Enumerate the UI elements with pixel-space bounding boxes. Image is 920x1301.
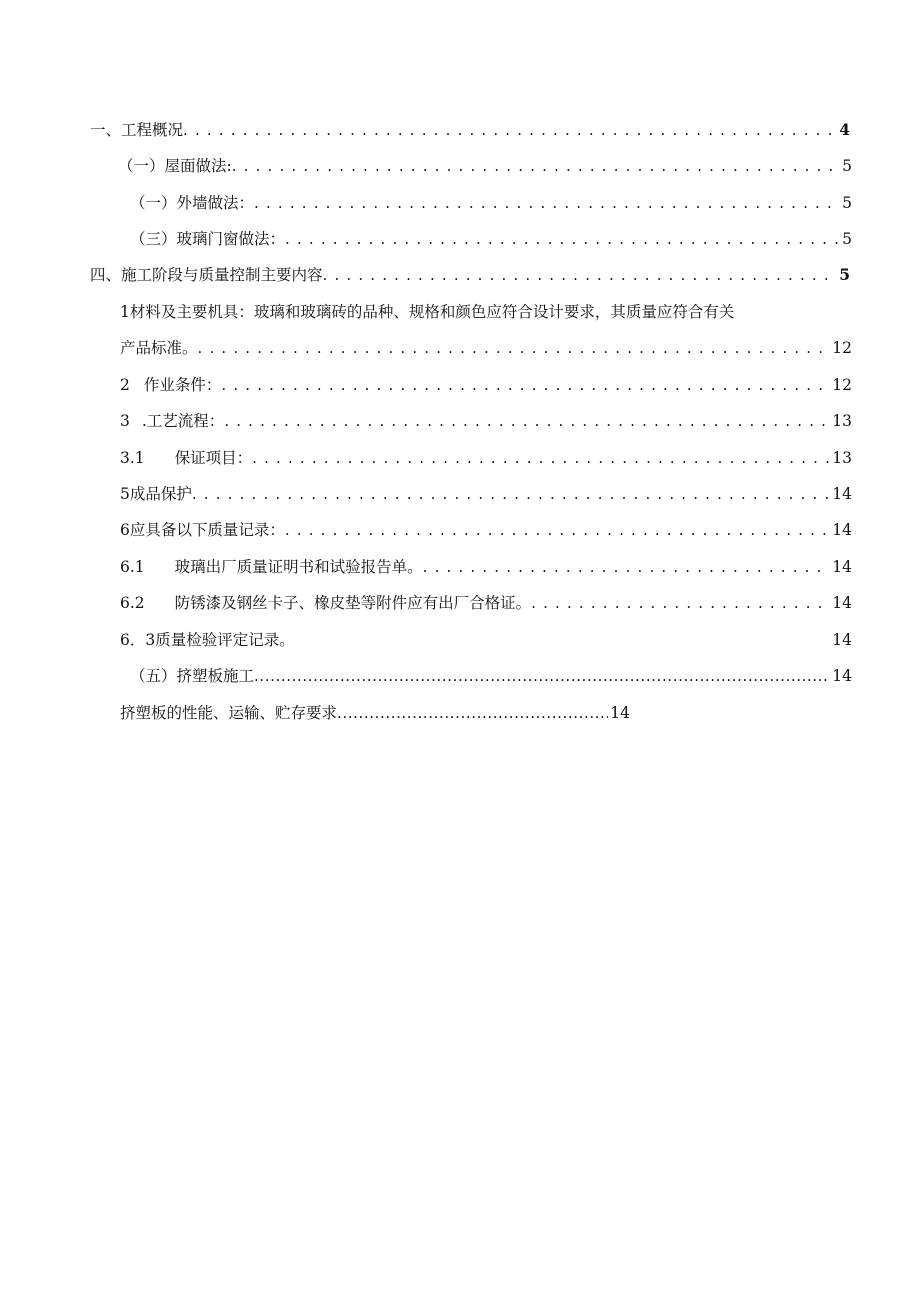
toc-entry-title: （一）屋面做法: xyxy=(118,157,232,175)
toc-entry-title: 产品标准。 xyxy=(120,339,198,357)
toc-entry-number: 6.1 xyxy=(120,558,145,576)
toc-leader xyxy=(232,154,840,178)
toc-page-number: 14 xyxy=(832,594,852,612)
toc-leader xyxy=(531,591,830,615)
toc-entry[interactable] xyxy=(120,591,852,615)
toc-entry[interactable] xyxy=(120,701,630,725)
toc-entry-title: （三）玻璃门窗做法： xyxy=(130,230,286,248)
toc-page-number: 4 xyxy=(839,120,850,139)
toc-leader xyxy=(423,555,831,579)
toc-leader xyxy=(252,446,830,470)
toc-page-number: 5 xyxy=(842,194,852,212)
toc-page-number: 14 xyxy=(832,521,852,539)
toc-entry[interactable] xyxy=(130,227,852,251)
toc-leader xyxy=(192,482,830,506)
toc-page-number: 13 xyxy=(832,412,852,430)
toc-leader xyxy=(224,409,830,433)
toc-entry-title: 作业条件： xyxy=(143,376,222,394)
toc-entry-title: 挤塑板的性能、运输、贮存要求 xyxy=(120,704,338,722)
toc-entry-number: 6.2 xyxy=(120,594,145,612)
toc-page-number: 5 xyxy=(842,157,852,175)
toc-page-number: 12 xyxy=(832,339,852,357)
toc-leader xyxy=(254,664,830,688)
toc-entry[interactable] xyxy=(90,118,850,142)
toc-leader xyxy=(285,227,840,251)
toc-entry[interactable] xyxy=(120,336,852,360)
toc-entry-number: 2 xyxy=(120,376,130,394)
toc-page-number: 5 xyxy=(839,265,850,284)
toc-entry-title: 6．3质量检验评定记录。 xyxy=(120,631,295,649)
toc-entry[interactable] xyxy=(120,446,852,470)
toc-entry-title: .工艺流程： xyxy=(141,412,225,430)
toc-entry[interactable] xyxy=(120,628,852,652)
toc-entry[interactable] xyxy=(120,518,852,542)
toc-entry-title: 5成品保护 xyxy=(120,485,192,503)
toc-entry[interactable] xyxy=(130,191,852,215)
toc-entry-title: 一、工程概况 xyxy=(90,121,184,139)
toc-entry-number: 3.1 xyxy=(120,449,145,467)
toc-entry[interactable] xyxy=(120,482,852,506)
toc-page-number: 14 xyxy=(610,704,630,722)
toc-entry-multiline-title[interactable]: 1材料及主要机具：玻璃和玻璃砖的品种、规格和颜色应符合设计要求，其质量应符合有关 xyxy=(120,303,735,321)
toc-entry[interactable] xyxy=(130,664,852,688)
toc-page-number: 14 xyxy=(832,485,852,503)
toc-leader xyxy=(254,191,840,215)
toc-leader xyxy=(183,118,837,142)
toc-entry[interactable] xyxy=(120,373,852,397)
toc-entry[interactable] xyxy=(90,263,850,287)
toc-page-number: 14 xyxy=(832,667,852,685)
toc-entry-title: （一）外墙做法： xyxy=(130,194,255,212)
toc-entry-title: 四、施工阶段与质量控制主要内容 xyxy=(90,266,323,284)
toc-entry-title: 6应具备以下质量记录： xyxy=(120,521,285,539)
toc-leader xyxy=(221,373,830,397)
toc-entry-title: 防锈漆及钢丝卡子、橡皮垫等附件应有出厂合格证。 xyxy=(174,594,532,612)
toc-leader xyxy=(323,263,838,287)
toc-page-number: 5 xyxy=(842,230,852,248)
toc-leader xyxy=(337,701,608,725)
toc-page-number: 13 xyxy=(832,449,852,467)
toc-entry[interactable] xyxy=(120,409,852,433)
toc-leader xyxy=(285,518,830,542)
toc-page-number: 12 xyxy=(832,376,852,394)
toc-entry[interactable] xyxy=(120,555,852,579)
toc-page-number: 14 xyxy=(832,558,852,576)
toc-entry-number: 3 xyxy=(120,412,130,430)
toc-entry[interactable] xyxy=(118,154,852,178)
toc-page-number: 14 xyxy=(832,631,852,649)
toc-entry-title: 保证项目： xyxy=(174,449,253,467)
toc-entry-title: 玻璃出厂质量证明书和试验报告单。 xyxy=(174,558,423,576)
toc-leader xyxy=(198,336,831,360)
toc-entry-title: （五）挤塑板施工 xyxy=(130,667,255,685)
